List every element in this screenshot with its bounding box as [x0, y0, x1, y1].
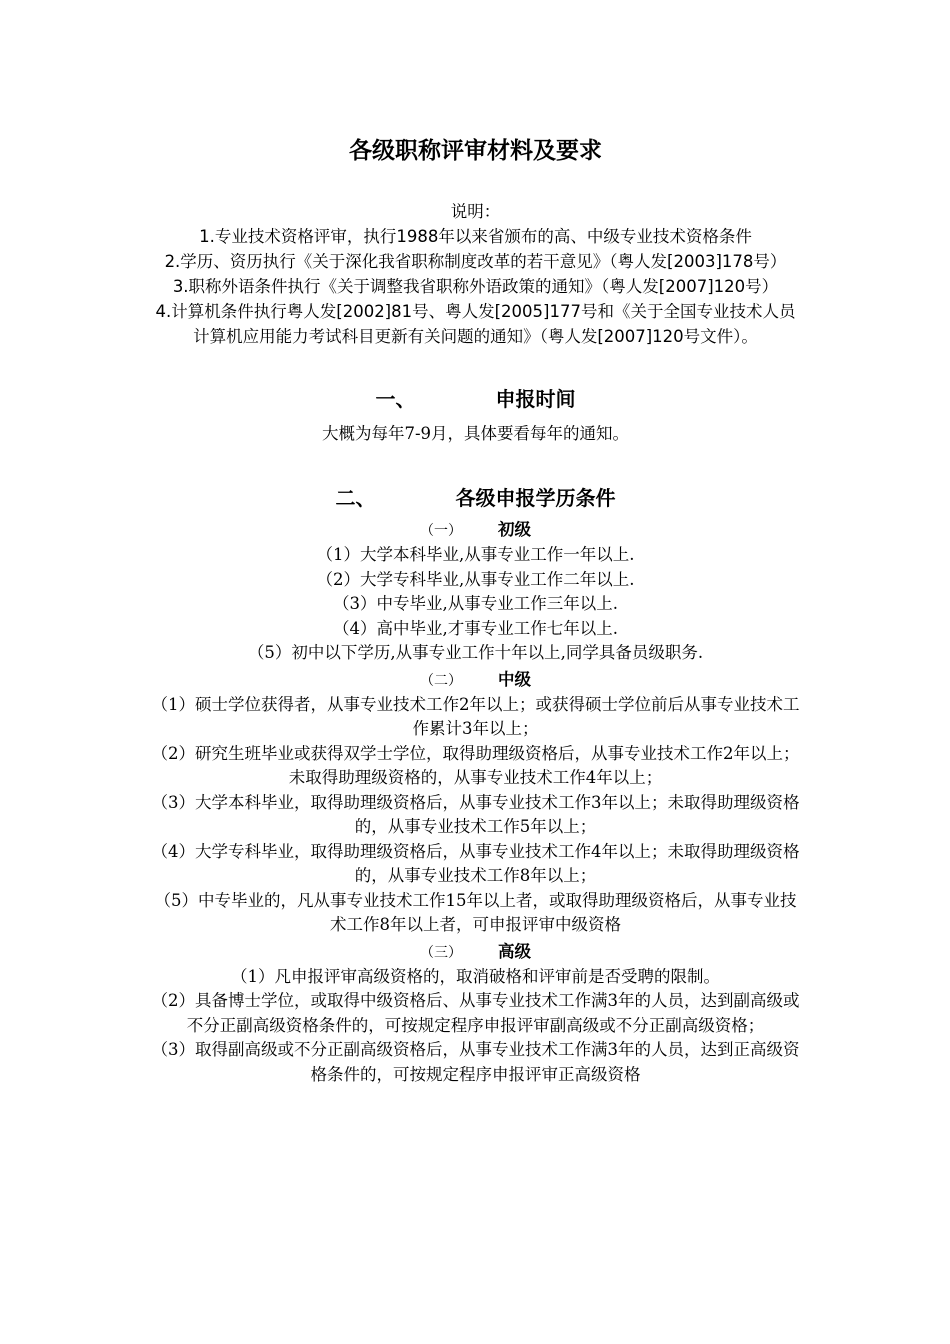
document-body: [148, 134, 803, 1087]
note-item: 3.职称外语条件执行《关于调整我省职称外语政策的通知》（粤人发[2007]120号）: [172, 277, 779, 296]
note-item: 2.学历、资历执行《关于深化我省职称制度改革的若干意见》（粤人发[2003]178号）: [164, 252, 787, 271]
subsection-index: （二）: [420, 672, 462, 689]
section-heading-education: [148, 484, 803, 512]
list-item: （4）大学专科毕业，取得助理级资格后，从事专业技术工作4年以上；未取得助理级资格的，从事专业技术工作8年以上；: [151, 841, 800, 885]
note-item: 4.计算机条件执行粤人发[2002]81号、粤人发[2005]177号和《关于全国专业技术人员计算机应用能力考试科目更新有关问题的通知》（粤人发[2007]120号文件）。: [155, 302, 796, 346]
section-title: 申报时间: [495, 387, 576, 411]
section-time-body: [148, 421, 803, 446]
document-title: 各级职称评审材料及要求: [349, 138, 602, 164]
list-item: （2）大学专科毕业,从事专业工作二年以上.: [316, 569, 635, 589]
list-item: （3）中专毕业,从事专业工作三年以上.: [333, 594, 618, 613]
list-item: （1）凡申报评审高级资格的，取消破格和评审前是否受聘的限制。: [231, 966, 720, 986]
list-item: （1）大学本科毕业,从事专业工作一年以上.: [316, 545, 635, 564]
list-item: （2）研究生班毕业或获得双学士学位，取得助理级资格后，从事专业技术工作2年以上；未取得助理级资格的，从事专业技术工作4年以上；: [151, 743, 800, 787]
notes-label: 说明：: [450, 202, 501, 221]
section-number: 一、: [375, 387, 416, 411]
section-text: 大概为每年7-9月，具体要看每年的通知。: [321, 424, 630, 443]
list-item: （3）取得副高级或不分正副高级资格后，从事专业技术工作满3年的人员，达到正高级资格条件的，可按规定程序申报评审正高级资格: [151, 1040, 800, 1084]
list-item: （1）硕士学位获得者，从事专业技术工作2年以上；或获得硕士学位前后从事专业技术工作累计3年以上；: [151, 694, 800, 738]
subsection-title: 高级: [498, 941, 531, 961]
list-item: （2）具备博士学位，或取得中级资格后、从事专业技术工作满3年的人员，达到副高级或不分正副高级资格条件的，可按规定程序申报评审副高级或不分正副高级资格；: [151, 991, 800, 1035]
subsection-heading-senior: [148, 940, 803, 965]
subsection-title: 初级: [498, 520, 531, 539]
intermediate-list: [148, 693, 803, 938]
section-heading-time: [148, 385, 803, 413]
subsection-heading-junior: [148, 518, 803, 543]
subsection-index: （一）: [420, 523, 462, 539]
list-item: （4）高中毕业,才事专业工作七年以上.: [333, 618, 618, 638]
list-item: （5）中专毕业的，凡从事专业技术工作15年以上者，或取得助理级资格后，从事专业技术工作8年以上者，可申报评审中级资格: [154, 890, 797, 934]
subsection-heading-intermediate: [148, 668, 803, 693]
section-title: 各级申报学历条件: [455, 486, 616, 510]
notes-block: [148, 199, 803, 349]
note-item: 1.专业技术资格评审，执行1988年以来省颁布的高、中级专业技术资格条件: [199, 227, 752, 246]
section-number: 二、: [335, 486, 376, 510]
subsection-title: 中级: [498, 669, 531, 689]
junior-list: [148, 543, 803, 666]
list-item: （3）大学本科毕业，取得助理级资格后，从事专业技术工作3年以上；未取得助理级资格的，从事专业技术工作5年以上；: [151, 792, 800, 836]
list-item: （5）初中以下学历,从事专业工作十年以上,同学具备员级职务.: [247, 643, 704, 662]
senior-list: [148, 965, 803, 1088]
subsection-index: （三）: [420, 944, 462, 961]
